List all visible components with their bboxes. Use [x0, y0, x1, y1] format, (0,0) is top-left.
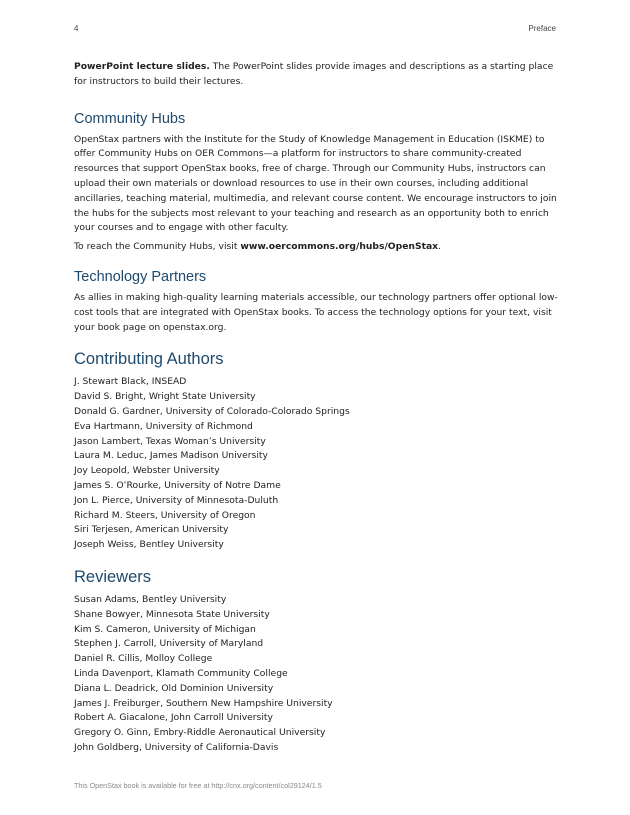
author-list-item: J. Stewart Black, INSEAD	[74, 376, 187, 388]
reviewers-list	[74, 593, 558, 756]
author-list-item: Siri Terjesen, American University	[74, 524, 229, 536]
reviewer-list-item: Robert A. Giacalone, John Carroll University	[74, 712, 273, 724]
reviewer-list-item: Diana L. Deadrick, Old Dominion University	[74, 682, 274, 694]
running-head: Preface	[528, 24, 556, 33]
reviewer-list-item: Kim S. Cameron, University of Michigan	[74, 623, 256, 635]
community-hubs-heading: Community Hubs	[74, 110, 186, 127]
reviewer-list-item: Linda Davenport, Klamath Community College	[74, 667, 288, 679]
intro-text: The PowerPoint slides provide images and descriptions as a starting place for instructors to build their lectures.	[74, 61, 554, 87]
page-footer: This OpenStax book is available for free at http://cnx.org/content/col29124/1.5	[74, 781, 322, 790]
reviewer-list-item: John Goldberg, University of California-Davis	[74, 741, 279, 753]
visit-suffix: .	[438, 241, 442, 253]
technology-partners-body: As allies in making high-quality learning materials accessible, our technology partners offer optional low-cost tools that are integrated with OpenStax books. To access the technology options for your text, visit your book page on openstax.org.	[74, 291, 558, 333]
reviewer-list-item: Gregory O. Ginn, Embry-Riddle Aeronautical University	[74, 727, 326, 739]
reviewer-list-item: Daniel R. Cillis, Molloy College	[74, 653, 213, 665]
community-hubs-body: OpenStax partners with the Institute for the Study of Knowledge Management in Education (ISKME) to offer Community Hubs on OER Commons—a platform for instructors to share community-created resources that support OpenStax books, free of charge. Through our Community Hubs, instructors can upload their own materials or download resources to use in their own courses, including additional ancillaries, teaching material, multimedia, and relevant course content. We encourage instructors to join the hubs for the subjects most relevant to your teaching and research as an opportunity both to enrich your courses and to engage with other faculty.	[74, 133, 557, 234]
visit-prefix: To reach the Community Hubs, visit	[74, 241, 241, 253]
reviewer-list-item: Susan Adams, Bentley University	[74, 593, 227, 605]
intro-paragraph	[74, 60, 558, 90]
page-number: 4	[74, 24, 79, 33]
author-list-item: Donald G. Gardner, University of Colorado-Colorado Springs	[74, 405, 350, 417]
reviewer-list-item: Stephen J. Carroll, University of Maryland	[74, 638, 264, 650]
oercommons-link[interactable]: www.oercommons.org/hubs/OpenStax	[240, 241, 439, 253]
author-list-item: Richard M. Steers, University of Oregon	[74, 509, 256, 521]
contributing-authors-list	[74, 375, 558, 553]
community-hubs-visit	[74, 240, 558, 255]
reviewers-heading: Reviewers	[74, 567, 152, 586]
reviewer-list-item: Shane Bowyer, Minnesota State University	[74, 608, 270, 620]
page-content	[74, 60, 558, 756]
author-list-item: Jon L. Pierce, University of Minnesota-Duluth	[74, 494, 279, 506]
author-list-item: Laura M. Leduc, James Madison University	[74, 450, 268, 462]
technology-partners-heading: Technology Partners	[74, 268, 207, 285]
author-list-item: James S. O’Rourke, University of Notre Dame	[74, 479, 281, 491]
author-list-item: Joy Leopold, Webster University	[74, 465, 220, 477]
reviewer-list-item: James J. Freiburger, Southern New Hampshire University	[74, 697, 333, 709]
author-list-item: Joseph Weiss, Bentley University	[74, 539, 224, 551]
author-list-item: David S. Bright, Wright State University	[74, 391, 256, 403]
intro-lead: PowerPoint lecture slides.	[74, 61, 210, 72]
author-list-item: Eva Hartmann, University of Richmond	[74, 420, 253, 432]
author-list-item: Jason Lambert, Texas Woman’s University	[74, 435, 266, 447]
contributing-authors-heading: Contributing Authors	[74, 350, 224, 369]
page-header	[74, 24, 556, 36]
